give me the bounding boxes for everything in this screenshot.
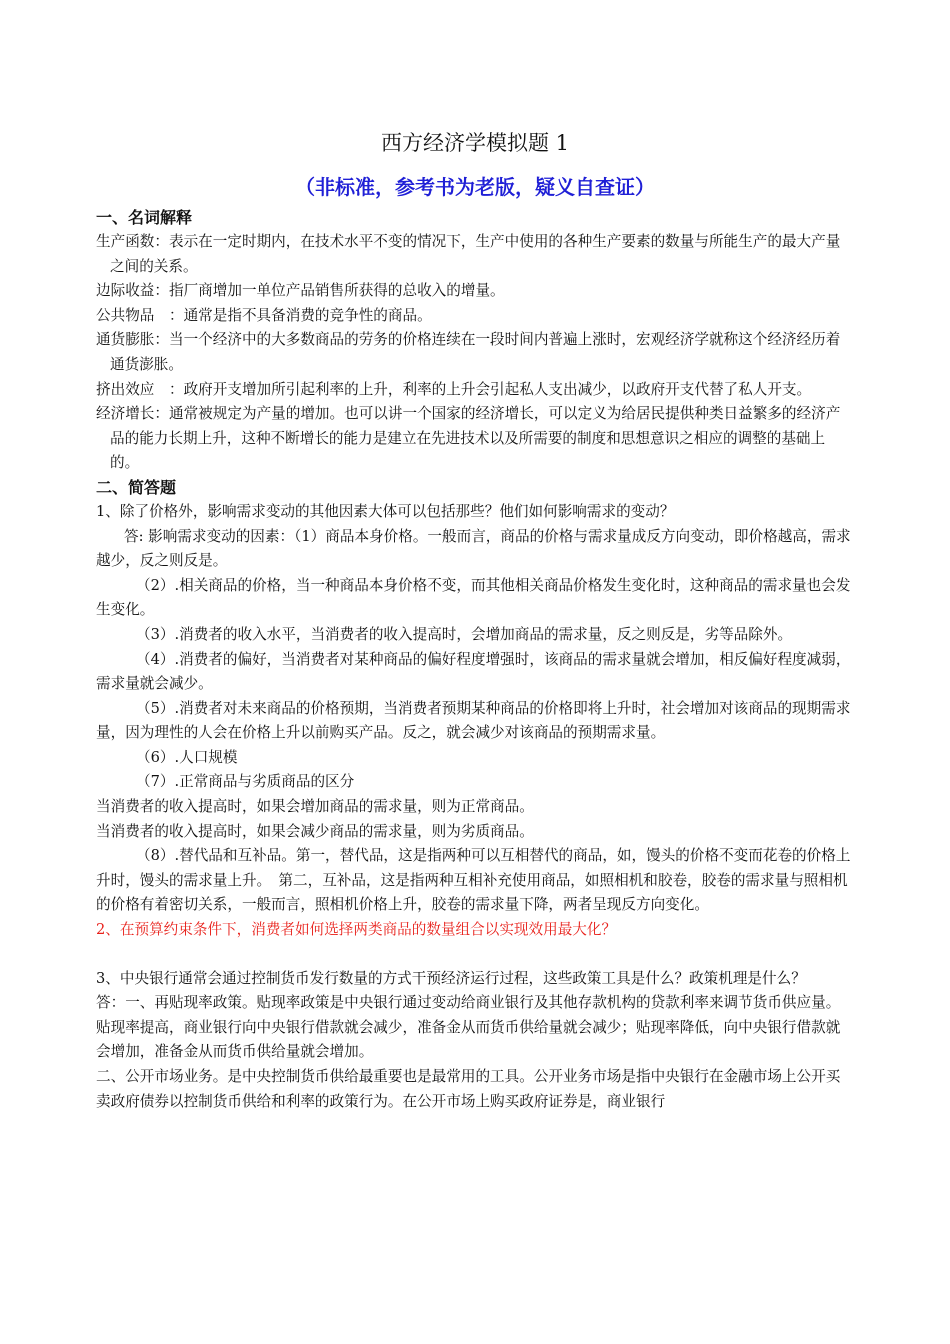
question-1: 1、除了价格外，影响需求变动的其他因素大体可以包括那些？他们如何影响需求的变动？ [96, 502, 675, 520]
answer-1-paragraph: （6）.人口规模 [136, 748, 238, 766]
term-definition: 生产函数：表示在一定时期内，在技术水平不变的情况下，生产中使用的各种生产要素的数量与所能生产的最大产量之间的关系。 [96, 233, 841, 275]
answer-1-paragraph: （3）.消费者的收入水平，当消费者的收入提高时，会增加商品的需求量，反之则反是，劣等品除外。 [136, 625, 793, 643]
section-heading-short-answer: 二、简答题 [96, 477, 177, 497]
document-subtitle: （非标准，参考书为老版，疑义自查证） [295, 175, 655, 199]
answer-1-paragraph: （5）.消费者对未来商品的价格预期，当消费者预期某种商品的价格即将上升时，社会增加对该商品的现期需求量，因为理性的人会在价格上升以前购买产品。反之，就会减少对该商品的预期需求量。 [96, 699, 851, 742]
answer-3-paragraph: 二、公开市场业务。是中央控制货币供给最重要也是最常用的工具。公开业务市场是指中央银行在金融市场上公开买卖政府债券以控制货币供给和利率的政策行为。在公开市场上购买政府证券是，商业银行 [96, 1068, 841, 1110]
term-definition: 经济增长：通常被规定为产量的增加。也可以讲一个国家的经济增长，可以定义为给居民提供种类日益繁多的经济产品的能力长期上升，这种不断增长的能力是建立在先进技术以及所需要的制度和思想意识之相应的调整的基础上的。 [96, 405, 841, 472]
term-definition: 通货膨胀：当一个经济中的大多数商品的劳务的价格连续在一段时间内普遍上涨时，宏观经济学就称这个经济经历着通货澎胀。 [96, 331, 841, 373]
document-title: 西方经济学模拟题 1 [380, 131, 570, 155]
question-3: 3、中央银行通常会通过控制货币发行数量的方式干预经济运行过程，这些政策工具是什么？政策机理是什么？ [96, 969, 806, 987]
answer-1-paragraph: （8）.替代品和互补品。第一，替代品，这是指两种可以互相替代的商品，如，馒头的价格不变而花卷的价格上升时，馒头的需求量上升。 第二，互补品，这是指两种互相补充使用商品，如照相机和胶卷，胶卷的需求量与照相机的价格有着密切关系，一般而言，照相机价格上升，胶卷的需求量下降，两者呈现反方向变化。 [96, 847, 851, 914]
section-heading-terms: 一、名词解释 [96, 208, 193, 227]
answer-1-paragraph: （4）.消费者的偏好，当消费者对某种商品的偏好程度增强时，该商品的需求量就会增加，相反偏好程度减弱，需求量就会减少。 [96, 650, 851, 693]
answer-1-paragraph: （2）.相关商品的价格，当一种商品本身价格不变，而其他相关商品价格发生变化时，这种商品的需求量也会发生变化。 [96, 576, 851, 619]
answer-1-note: 当消费者的收入提高时，如果会增加商品的需求量，则为正常商品。 [96, 798, 534, 816]
answer-1-paragraph: （7）.正常商品与劣质商品的区分 [136, 773, 355, 791]
term-definition: 边际收益：指厂商增加一单位产品销售所获得的总收入的增量。 [96, 282, 505, 300]
answer-3-paragraph: 答：一、再贴现率政策。贴现率政策是中央银行通过变动给商业银行及其他存款机构的贷款利率来调节货币供应量。贴现率提高，商业银行向中央银行借款就会减少，准备金从而货币供给量就会减少；贴现率降低，向中央银行借款就会增加，准备金从而货币供给量就会增加。 [96, 994, 841, 1061]
term-definition: 挤出效应 ：政府开支增加所引起利率的上升，利率的上升会引起私人支出减少，以政府开支代替了私人开支。 [96, 380, 812, 398]
question-2: 2、在预算约束条件下，消费者如何选择两类商品的数量组合以实现效用最大化？ [96, 921, 617, 939]
answer-1-paragraph: 答: 影响需求变动的因素：（1）商品本身价格。一般而言，商品的价格与需求量成反方向变动，即价格越高，需求越少，反之则反是。 [96, 527, 851, 570]
blank-line [96, 943, 854, 967]
term-definition: 公共物品 ：通常是指不具备消费的竞争性的商品。 [96, 306, 432, 324]
answer-1-note: 当消费者的收入提高时，如果会减少商品的需求量，则为劣质商品。 [96, 822, 534, 840]
